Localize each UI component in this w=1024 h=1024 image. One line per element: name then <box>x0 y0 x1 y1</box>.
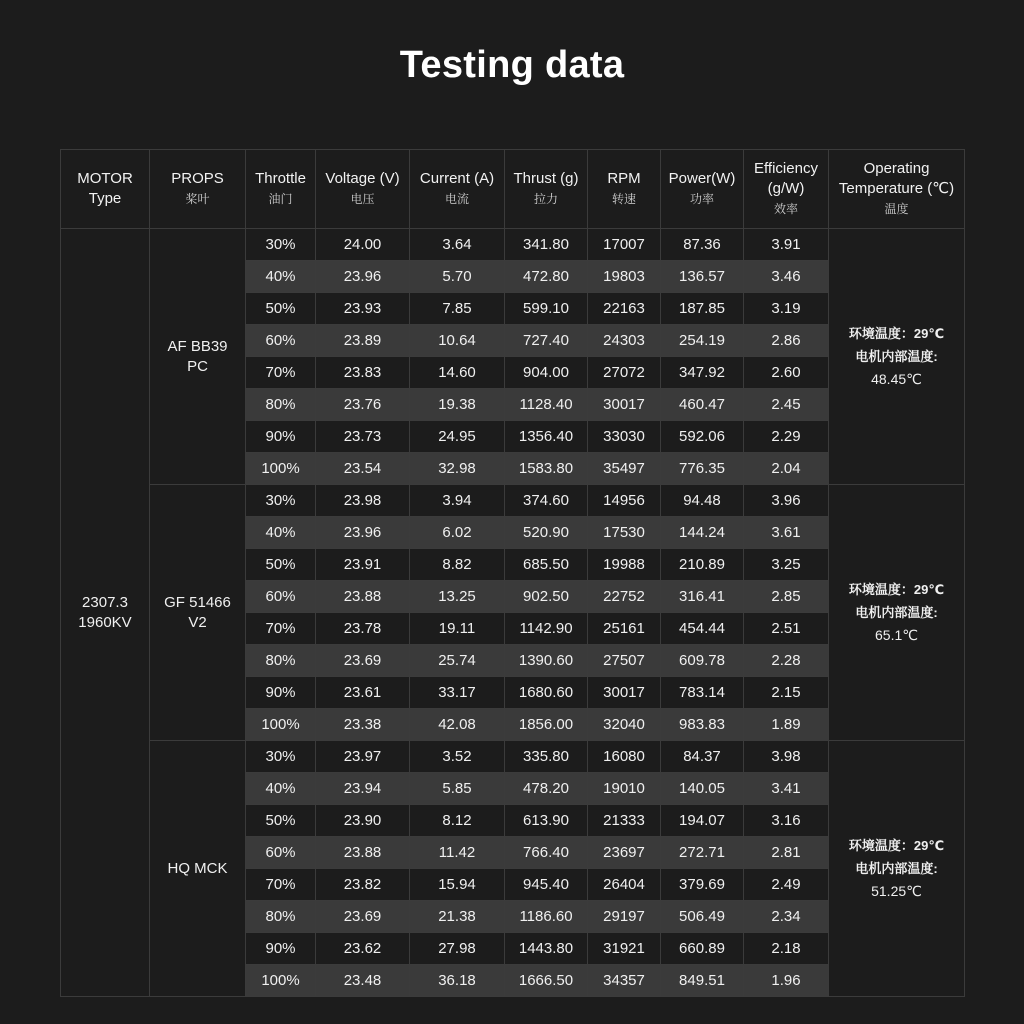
table-cell: 849.51 <box>661 965 744 997</box>
table-cell: 272.71 <box>661 837 744 869</box>
table-cell: 374.60 <box>505 485 588 517</box>
table-cell: 3.64 <box>410 229 505 261</box>
column-header <box>246 150 316 229</box>
table-cell: 341.80 <box>505 229 588 261</box>
column-header-sublabel: 电压 <box>350 192 375 206</box>
column-header-label: Throttle <box>255 170 306 187</box>
table-cell: 379.69 <box>661 869 744 901</box>
table-cell: 2.34 <box>744 901 829 933</box>
table-cell: 27072 <box>588 357 661 389</box>
table-cell: 2.81 <box>744 837 829 869</box>
table-cell: 23.96 <box>316 517 410 549</box>
table-cell: 23.69 <box>316 901 410 933</box>
column-header <box>410 150 505 229</box>
table-cell: 347.92 <box>661 357 744 389</box>
props-line1: HQ MCK <box>167 859 228 877</box>
table-cell: 472.80 <box>505 261 588 293</box>
table-cell: 14.60 <box>410 357 505 389</box>
table-cell: 32040 <box>588 709 661 741</box>
table-cell: 613.90 <box>505 805 588 837</box>
column-header <box>150 150 246 229</box>
table-cell: 23.54 <box>316 453 410 485</box>
table-cell: 2.15 <box>744 677 829 709</box>
table-cell: 23.97 <box>316 741 410 773</box>
table-cell: 23.78 <box>316 613 410 645</box>
table-cell: 478.20 <box>505 773 588 805</box>
props-line1: GF 51466 <box>164 593 231 611</box>
column-header <box>505 150 588 229</box>
table-cell: 70% <box>246 357 316 389</box>
table-cell: 23.88 <box>316 581 410 613</box>
table-cell: 140.05 <box>661 773 744 805</box>
table-cell: 33.17 <box>410 677 505 709</box>
table-cell: 23.69 <box>316 645 410 677</box>
table-cell: 80% <box>246 389 316 421</box>
table-cell: 90% <box>246 677 316 709</box>
table-cell: 3.61 <box>744 517 829 549</box>
table-cell: 1.96 <box>744 965 829 997</box>
table-cell: 70% <box>246 869 316 901</box>
table-cell: 1583.80 <box>505 453 588 485</box>
table-cell: 1443.80 <box>505 933 588 965</box>
table-cell: 3.91 <box>744 229 829 261</box>
column-header <box>61 150 150 229</box>
table-cell: 1186.60 <box>505 901 588 933</box>
table-cell: 2.86 <box>744 325 829 357</box>
table-cell: 23697 <box>588 837 661 869</box>
column-header-label: Power(W) <box>668 170 736 187</box>
table-cell: 23.82 <box>316 869 410 901</box>
table-cell: 783.14 <box>661 677 744 709</box>
table-cell: 23.73 <box>316 421 410 453</box>
table-cell: 7.85 <box>410 293 505 325</box>
table-cell: 33030 <box>588 421 661 453</box>
table-cell: 16080 <box>588 741 661 773</box>
column-header-label: Thrust (g) <box>513 170 579 187</box>
temperature-cell <box>829 741 965 997</box>
table-cell: 60% <box>246 325 316 357</box>
table-cell: 599.10 <box>505 293 588 325</box>
motor-line1: 2307.3 <box>82 593 128 611</box>
column-header-sublabel: 转速 <box>611 192 636 206</box>
table-cell: 50% <box>246 805 316 837</box>
table-cell: 19988 <box>588 549 661 581</box>
table-cell: 23.89 <box>316 325 410 357</box>
table-cell: 2.49 <box>744 869 829 901</box>
table-cell: 1666.50 <box>505 965 588 997</box>
table-cell: 1856.00 <box>505 709 588 741</box>
table-cell: 592.06 <box>661 421 744 453</box>
ambient-temperature: 环境温度：29℃ <box>848 838 945 853</box>
table-cell: 187.85 <box>661 293 744 325</box>
table-cell: 30017 <box>588 677 661 709</box>
table-cell: 23.61 <box>316 677 410 709</box>
table-cell: 34357 <box>588 965 661 997</box>
column-header-sublabel: 桨叶 <box>185 192 210 206</box>
table-cell: 25161 <box>588 613 661 645</box>
table-cell: 22752 <box>588 581 661 613</box>
table-cell: 23.98 <box>316 485 410 517</box>
column-header-sublabel: 拉力 <box>533 192 558 206</box>
table-cell: 23.62 <box>316 933 410 965</box>
table-cell: 80% <box>246 645 316 677</box>
ambient-temperature: 环境温度：29℃ <box>848 326 945 341</box>
table-cell: 31921 <box>588 933 661 965</box>
table-cell: 25.74 <box>410 645 505 677</box>
table-cell: 30% <box>246 229 316 261</box>
table-cell: 27.98 <box>410 933 505 965</box>
table-cell: 15.94 <box>410 869 505 901</box>
table-cell: 3.16 <box>744 805 829 837</box>
table-cell: 50% <box>246 293 316 325</box>
table-cell: 23.96 <box>316 261 410 293</box>
table-cell: 3.46 <box>744 261 829 293</box>
column-header-label: Operating Temperature (℃) <box>838 160 955 197</box>
table-cell: 60% <box>246 837 316 869</box>
column-header-label: Voltage (V) <box>325 170 400 187</box>
internal-temperature-value: 48.45℃ <box>871 371 922 387</box>
column-header-sublabel: Type <box>88 190 122 207</box>
column-header-label: Current (A) <box>419 170 495 187</box>
table-cell: 335.80 <box>505 741 588 773</box>
table-cell: 27507 <box>588 645 661 677</box>
table-cell: 50% <box>246 549 316 581</box>
table-cell: 10.64 <box>410 325 505 357</box>
column-header-sublabel: 功率 <box>689 192 714 206</box>
table-cell: 22163 <box>588 293 661 325</box>
table-cell: 460.47 <box>661 389 744 421</box>
table-cell: 30% <box>246 741 316 773</box>
header-row <box>61 150 965 229</box>
table-cell: 90% <box>246 421 316 453</box>
column-header-sublabel: 温度 <box>884 202 909 216</box>
table-cell: 136.57 <box>661 261 744 293</box>
table-cell: 2.04 <box>744 453 829 485</box>
table-cell: 40% <box>246 261 316 293</box>
table-cell: 254.19 <box>661 325 744 357</box>
table-cell: 23.76 <box>316 389 410 421</box>
column-header <box>744 150 829 229</box>
table-cell: 30% <box>246 485 316 517</box>
table-cell: 30017 <box>588 389 661 421</box>
table-cell: 36.18 <box>410 965 505 997</box>
table-cell: 87.36 <box>661 229 744 261</box>
table-cell: 5.70 <box>410 261 505 293</box>
column-header <box>661 150 744 229</box>
column-header <box>316 150 410 229</box>
table-cell: 3.41 <box>744 773 829 805</box>
column-header-sublabel: 效率 <box>773 202 798 216</box>
table-cell: 23.94 <box>316 773 410 805</box>
table-cell: 2.85 <box>744 581 829 613</box>
internal-temperature-label: 电机内部温度: <box>855 349 938 364</box>
table-cell: 1142.90 <box>505 613 588 645</box>
table-cell: 8.82 <box>410 549 505 581</box>
table-cell: 3.96 <box>744 485 829 517</box>
table-cell: 194.07 <box>661 805 744 837</box>
testing-data-table <box>60 149 965 997</box>
table-cell: 2.45 <box>744 389 829 421</box>
table-cell: 2.60 <box>744 357 829 389</box>
table-cell: 70% <box>246 613 316 645</box>
table-cell: 26404 <box>588 869 661 901</box>
table-cell: 94.48 <box>661 485 744 517</box>
table-cell: 17007 <box>588 229 661 261</box>
table-cell: 506.49 <box>661 901 744 933</box>
table-cell: 3.25 <box>744 549 829 581</box>
table-row <box>61 741 965 773</box>
table-cell: 2.51 <box>744 613 829 645</box>
table-cell: 520.90 <box>505 517 588 549</box>
table-cell: 1.89 <box>744 709 829 741</box>
ambient-temperature: 环境温度：29℃ <box>848 582 945 597</box>
props-cell <box>150 741 246 997</box>
table-cell: 100% <box>246 709 316 741</box>
motor-line2: 1960KV <box>78 613 132 631</box>
props-cell <box>150 485 246 741</box>
column-header-sublabel: 油门 <box>268 192 293 206</box>
table-cell: 5.85 <box>410 773 505 805</box>
internal-temperature-value: 51.25℃ <box>871 883 922 899</box>
table-cell: 21333 <box>588 805 661 837</box>
table-cell: 19010 <box>588 773 661 805</box>
table-cell: 23.90 <box>316 805 410 837</box>
table-cell: 904.00 <box>505 357 588 389</box>
internal-temperature-label: 电机内部温度: <box>855 861 938 876</box>
table-cell: 144.24 <box>661 517 744 549</box>
column-header <box>588 150 661 229</box>
table-cell: 23.48 <box>316 965 410 997</box>
table-cell: 24303 <box>588 325 661 357</box>
table-cell: 3.98 <box>744 741 829 773</box>
motor-type-cell <box>61 229 150 997</box>
table-cell: 945.40 <box>505 869 588 901</box>
table-cell: 1390.60 <box>505 645 588 677</box>
table-cell: 32.98 <box>410 453 505 485</box>
table-cell: 23.83 <box>316 357 410 389</box>
table-cell: 40% <box>246 773 316 805</box>
table-cell: 11.42 <box>410 837 505 869</box>
table-cell: 1356.40 <box>505 421 588 453</box>
table-cell: 1128.40 <box>505 389 588 421</box>
props-line1: AF BB39 <box>167 337 228 355</box>
page-title: Testing data <box>399 44 625 86</box>
table-cell: 24.95 <box>410 421 505 453</box>
table-cell: 776.35 <box>661 453 744 485</box>
table-cell: 454.44 <box>661 613 744 645</box>
table-cell: 3.52 <box>410 741 505 773</box>
table-cell: 902.50 <box>505 581 588 613</box>
table-cell: 24.00 <box>316 229 410 261</box>
table-cell: 685.50 <box>505 549 588 581</box>
table-cell: 609.78 <box>661 645 744 677</box>
table-cell: 3.19 <box>744 293 829 325</box>
table-cell: 2.28 <box>744 645 829 677</box>
table-cell: 8.12 <box>410 805 505 837</box>
table-cell: 23.93 <box>316 293 410 325</box>
table-body <box>61 229 965 997</box>
table-row <box>61 229 965 261</box>
table-cell: 100% <box>246 453 316 485</box>
table-cell: 2.29 <box>744 421 829 453</box>
column-header-label: PROPS <box>171 170 224 187</box>
table-cell: 23.38 <box>316 709 410 741</box>
column-header-sublabel: 电流 <box>444 192 469 206</box>
internal-temperature-value: 65.1℃ <box>875 627 918 643</box>
table-cell: 90% <box>246 933 316 965</box>
table-cell: 2.18 <box>744 933 829 965</box>
table-cell: 660.89 <box>661 933 744 965</box>
internal-temperature-label: 电机内部温度: <box>855 605 938 620</box>
table-cell: 13.25 <box>410 581 505 613</box>
table-cell: 210.89 <box>661 549 744 581</box>
table-cell: 23.88 <box>316 837 410 869</box>
table-cell: 19803 <box>588 261 661 293</box>
column-header-label: Efficiency (g/W) <box>754 160 818 197</box>
table-cell: 19.11 <box>410 613 505 645</box>
props-cell <box>150 229 246 485</box>
column-header-label: RPM <box>607 170 641 187</box>
table-cell: 6.02 <box>410 517 505 549</box>
table-cell: 3.94 <box>410 485 505 517</box>
table-cell: 14956 <box>588 485 661 517</box>
table-cell: 983.83 <box>661 709 744 741</box>
table-cell: 19.38 <box>410 389 505 421</box>
table-row <box>61 485 965 517</box>
table-cell: 29197 <box>588 901 661 933</box>
props-line2: V2 <box>188 613 207 631</box>
table-cell: 80% <box>246 901 316 933</box>
props-line2: PC <box>187 357 208 375</box>
table-cell: 316.41 <box>661 581 744 613</box>
table-cell: 100% <box>246 965 316 997</box>
table-cell: 42.08 <box>410 709 505 741</box>
table-cell: 727.40 <box>505 325 588 357</box>
table-cell: 21.38 <box>410 901 505 933</box>
table-cell: 1680.60 <box>505 677 588 709</box>
temperature-cell <box>829 485 965 741</box>
table-cell: 84.37 <box>661 741 744 773</box>
column-header <box>829 150 965 229</box>
table-cell: 766.40 <box>505 837 588 869</box>
table-cell: 17530 <box>588 517 661 549</box>
table-cell: 35497 <box>588 453 661 485</box>
table-cell: 40% <box>246 517 316 549</box>
table-cell: 60% <box>246 581 316 613</box>
table-cell: 23.91 <box>316 549 410 581</box>
temperature-cell <box>829 229 965 485</box>
column-header-label: MOTOR <box>77 170 133 187</box>
